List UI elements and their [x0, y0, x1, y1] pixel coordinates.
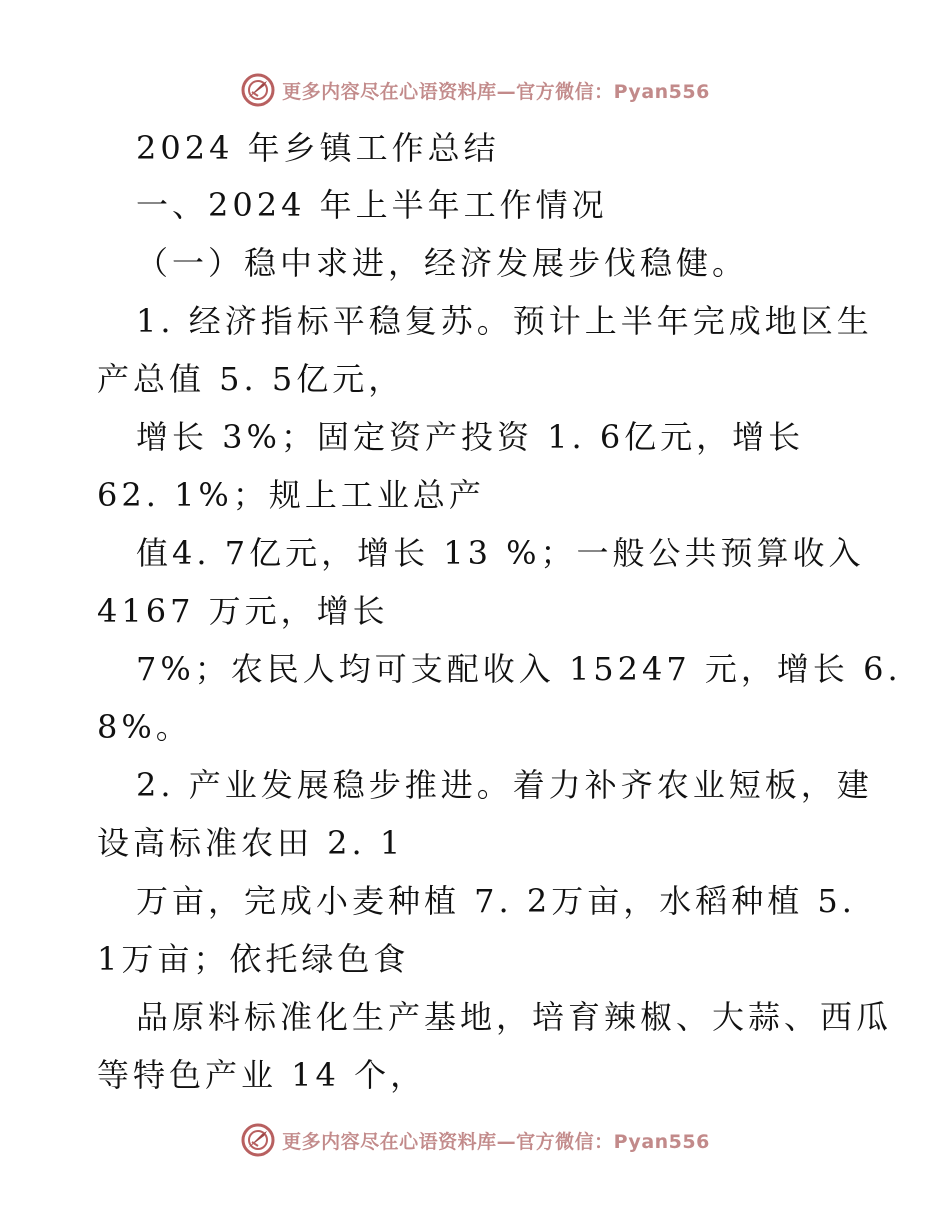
- paragraph-line: 8%。: [97, 708, 192, 746]
- watermark-text: 更多内容尽在心语资料库—官方微信：Pyan556: [282, 1130, 710, 1153]
- paragraph-line: 值4. 7亿元，增长 13 %；一般公共预算收入: [136, 534, 865, 572]
- subsection-heading: （一）稳中求进，经济发展步伐稳健。: [136, 244, 749, 282]
- paragraph-line: 62. 1%；规上工业总产: [97, 476, 485, 514]
- paragraph-line: 等特色产业 14 个，: [97, 1056, 427, 1094]
- paragraph-line: 万亩，完成小麦种植 7. 2万亩，水稻种植 5.: [136, 882, 856, 920]
- footer-watermark: [0, 1120, 950, 1160]
- seal-logo-icon: [240, 72, 276, 108]
- paragraph-line: 7%；农民人均可支配收入 15247 元，增长 6.: [136, 650, 902, 688]
- paragraph-line: 设高标准农田 2. 1: [97, 824, 405, 862]
- seal-logo-icon: [240, 1122, 276, 1158]
- header-watermark: [0, 70, 950, 110]
- paragraph-line: 增长 3%；固定资产投资 1. 6亿元，增长: [136, 418, 805, 456]
- paragraph-line: 1万亩；依托绿色食: [97, 940, 410, 978]
- paragraph-line: 品原料标准化生产基地，培育辣椒、大蒜、西瓜: [136, 998, 893, 1036]
- watermark-text: 更多内容尽在心语资料库—官方微信：Pyan556: [282, 80, 710, 103]
- doc-title: 2024 年乡镇工作总结: [136, 129, 500, 167]
- paragraph-line: 4167 万元，增长: [97, 592, 389, 630]
- paragraph-line: 1. 经济指标平稳复苏。预计上半年完成地区生: [136, 302, 873, 340]
- paragraph-line: 产总值 5. 5亿元，: [97, 360, 405, 398]
- paragraph-line: 2. 产业发展稳步推进。着力补齐农业短板，建: [136, 766, 873, 804]
- section-heading: 一、2024 年上半年工作情况: [136, 186, 608, 224]
